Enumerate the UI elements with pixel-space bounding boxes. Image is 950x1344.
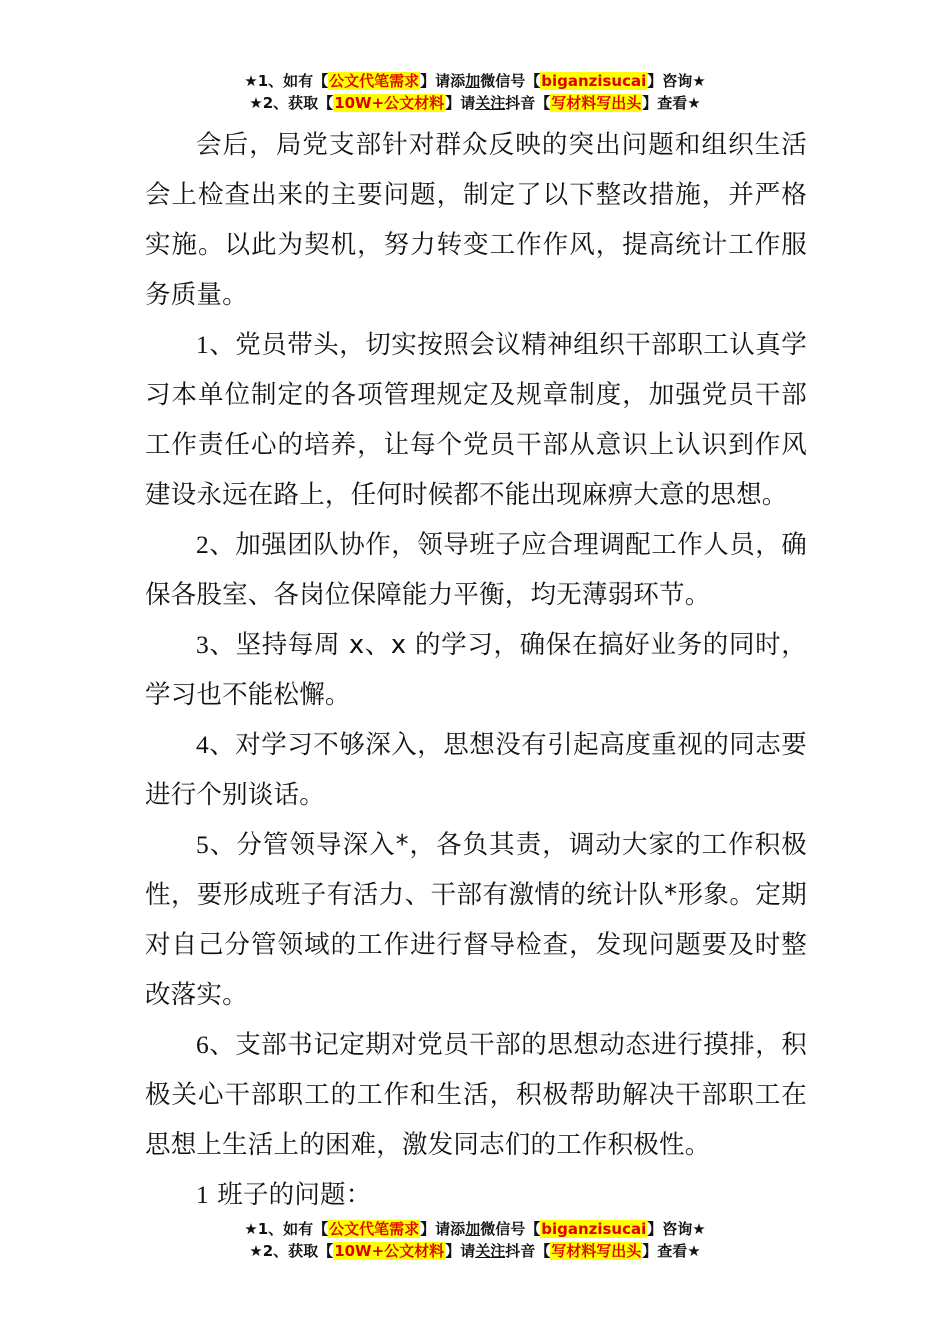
highlight-douyin-id: 写材料写出头 [551,1242,642,1260]
highlight-wechat-id: biganzisucai [541,1220,647,1238]
paragraph-item-5: 5、分管领导深入*，各负其责，调动大家的工作积极性，要形成班子有活力、干部有激情的统计队*形象。定期对自己分管领域的工作进行督导检查，发现问题要及时整改落实。 [145,830,807,1010]
paragraph-item-6: 6、支部书记定期对党员干部的思想动态进行摸排，积极关心干部职工的工作和生活，积极帮助解决干部职工在思想上生活上的困难，激发同志们的工作积极性。 [145,1030,807,1160]
paragraph-item-4: 4、对学习不够深入，思想没有引起高度重视的同志要进行个别谈话。 [145,730,807,810]
promo-line-2: ★2、获取【10W+公文材料】请关注抖音【写材料写出头】查看★ [249,1242,701,1260]
promo-line-1: ★1、如有【公文代笔需求】请添加微信号【biganzisucai】咨询★ [244,72,706,90]
highlight-service: 公文代笔需求 [329,72,420,90]
paragraph-item-1: 1、党员带头，切实按照会议精神组织干部职工认真学习本单位制定的各项管理规定及规章制度，加强党员干部工作责任心的培养，让每个党员干部从意识上认识到作风建设永远在路上，任何时候都不能出现麻痹大意的思想。 [145,330,807,510]
document-body [145,120,807,1220]
top-promo-banner [0,70,950,114]
bottom-promo-banner [0,1218,950,1262]
promo-line-1: ★1、如有【公文代笔需求】请添加微信号【biganzisucai】咨询★ [244,1220,706,1238]
paragraph-section-heading: 1 班子的问题： [196,1180,372,1210]
highlight-wechat-id: biganzisucai [541,72,647,90]
highlight-service: 公文代笔需求 [329,1220,420,1238]
paragraph-item-2: 2、加强团队协作，领导班子应合理调配工作人员，确保各股室、各岗位保障能力平衡，均无薄弱环节。 [145,530,807,610]
highlight-materials: 10W+公文材料 [334,1242,445,1260]
highlight-douyin-id: 写材料写出头 [551,94,642,112]
paragraph-intro: 会后，局党支部针对群众反映的突出问题和组织生活会上检查出来的主要问题，制定了以下整改措施，并严格实施。以此为契机，努力转变工作作风，提高统计工作服务质量。 [145,130,807,310]
paragraph-item-3: 3、坚持每周 x、x 的学习，确保在搞好业务的同时，学习也不能松懈。 [145,630,807,710]
promo-line-2: ★2、获取【10W+公文材料】请关注抖音【写材料写出头】查看★ [249,94,701,112]
highlight-materials: 10W+公文材料 [334,94,445,112]
